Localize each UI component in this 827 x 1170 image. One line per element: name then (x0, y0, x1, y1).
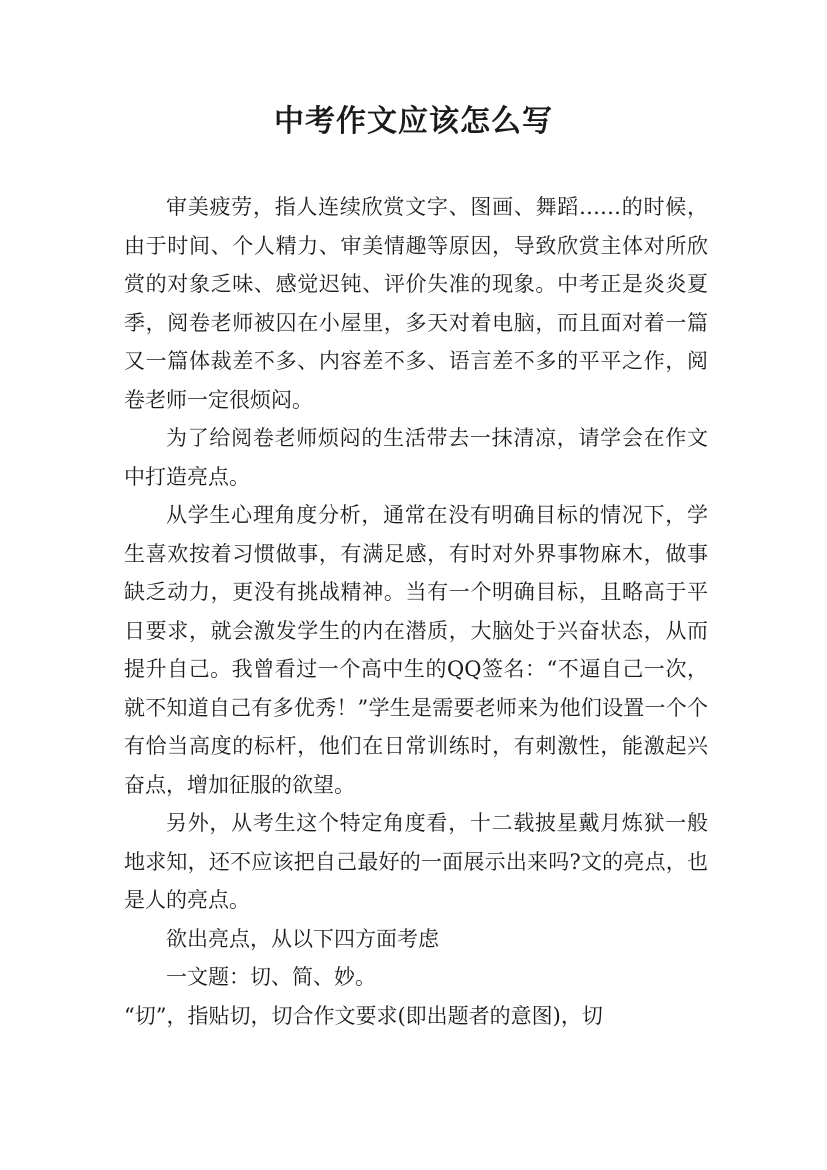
document-title: 中考作文应该怎么写 (274, 104, 553, 139)
document-body (124, 188, 708, 1035)
paragraph-aesthetic-fatigue: 审美疲劳，指人连续欣赏文字、图画、舞蹈……的时候，由于时间、个人精力、审美情趣等原因，导致欣赏主体对所欣赏的对象乏味、感觉迟钝、评价失准的现象。中考正是炎炎夏季，阅卷老师被囚在小屋里，多天对着电脑，而且面对着一篇又一篇体裁差不多、内容差不多、语言差不多的平平之作，阅卷老师一定很烦闷。 (124, 195, 708, 412)
paragraph-student-psychology: 从学生心理角度分析，通常在没有明确目标的情况下，学生喜欢按着习惯做事，有满足感，有时对外界事物麻木，做事缺乏动力，更没有挑战精神。当有一个明确目标，且略高于平日要求，就会激发学生的内在潜质，大脑处于兴奋状态，从而提升自己。我曾看过一个高中生的QQ签名：“不逼自己一次，就不知道自己有多优秀！”学生是需要老师来为他们设置一个个有恰当高度的标杆，他们在日常训练时，有刺激性，能激起兴奋点，增加征服的欲望。 (124, 503, 708, 797)
paragraph-create-highlights: 为了给阅卷老师烦闷的生活带去一抹清凉，请学会在作文中打造亮点。 (124, 426, 708, 489)
paragraph-examinee-perspective: 另外，从考生这个特定角度看，十二载披星戴月炼狱一般地求知，还不应该把自己最好的一面展示出来吗?文的亮点，也是人的亮点。 (124, 811, 708, 912)
paragraph-qie-definition: “切”，指贴切，切合作文要求(即出题者的意图)，切 (124, 1003, 603, 1028)
paragraph-four-aspects: 欲出亮点，从以下四方面考虑 (166, 926, 439, 951)
paragraph-section-title: 一文题：切、简、妙。 (166, 965, 376, 989)
